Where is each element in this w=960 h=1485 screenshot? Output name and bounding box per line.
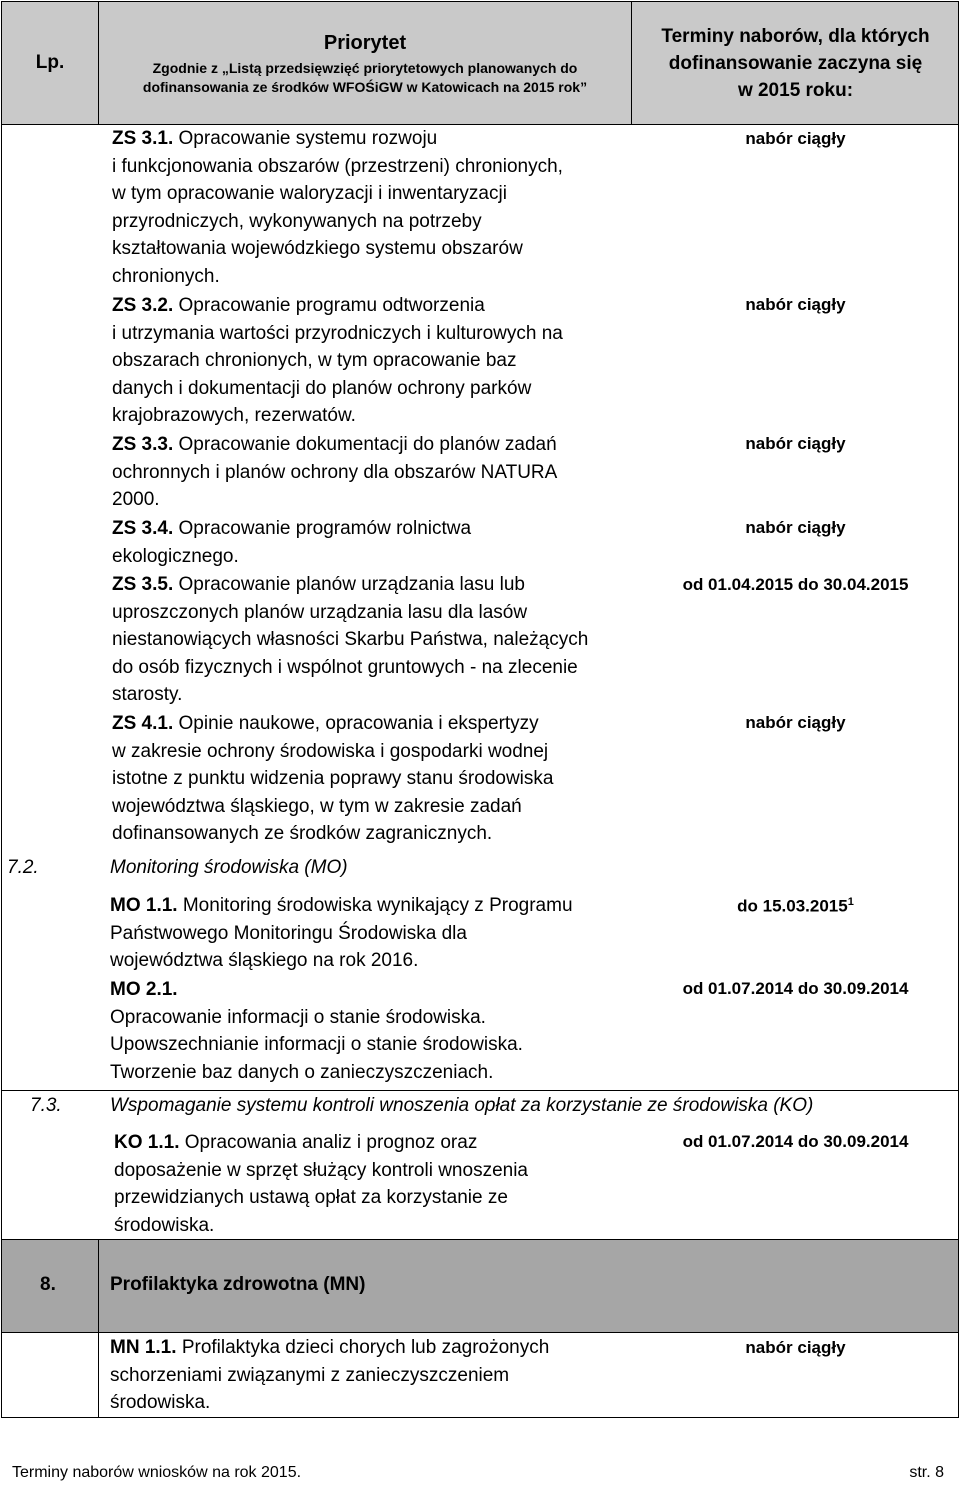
header-priority-subtitle-1: Zgodnie z „Listą przedsięwzięć priorytetowych planowanych do (152, 60, 578, 76)
section-73-title: Wspomaganie systemu kontroli wnoszenia opłat za korzystanie ze środowiska (KO) (110, 1095, 814, 1116)
item-line: chronionych. (112, 265, 220, 287)
date-value: do 15.03.2015 (737, 896, 848, 916)
header-terms-3: w 2015 roku: (737, 80, 854, 101)
item-line: danych i dokumentacji do planów ochrony parków (112, 377, 532, 399)
item-line: przewidzianych ustawą opłat za korzystanie ze (114, 1187, 508, 1209)
item-line: Opracowania analiz i prognoz oraz (184, 1132, 478, 1153)
date-zs-3-1: nabór ciągły (745, 129, 846, 148)
date-mo-1-1 (633, 896, 958, 917)
list-item-zs-3-3 (112, 431, 557, 514)
item-line: Upowszechnianie informacji o stanie środowiska. (110, 1034, 523, 1056)
item-line: Profilaktyka dzieci chorych lub zagrożonych (181, 1337, 550, 1358)
date-zs-3-5: od 01.04.2015 do 30.04.2015 (682, 575, 909, 594)
list-item-mo-1-1 (110, 892, 573, 975)
item-line: województwa śląskiego na rok 2016. (110, 950, 419, 972)
item-code: ZS 4.1. (112, 713, 174, 734)
section-8-title: Profilaktyka zdrowotna (MN) (110, 1274, 366, 1295)
date-mn-1-1: nabór ciągły (745, 1338, 846, 1357)
date-mo-2-1: od 01.07.2014 do 30.09.2014 (682, 979, 909, 998)
item-line: kształtowania wojewódzkiego systemu obszarów (112, 238, 523, 260)
item-line: Państwowego Monitoringu Środowiska dla (110, 922, 467, 944)
item-code: MO 2.1. (110, 979, 178, 1000)
item-code: ZS 3.4. (112, 518, 174, 539)
date-zs-3-4: nabór ciągły (745, 518, 846, 537)
item-line: Opracowanie programów rolnictwa (178, 518, 472, 539)
item-line: województwa śląskiego, w tym w zakresie zadań (112, 795, 522, 817)
list-item-mn-1-1 (110, 1334, 549, 1417)
item-line: i utrzymania wartości przyrodniczych i kulturowych na (112, 322, 563, 344)
item-line: Opracowanie planów urządzania lasu lub (178, 574, 525, 595)
footnote-marker: 1 (847, 896, 854, 908)
item-line: Opracowanie programu odtworzenia (178, 295, 485, 316)
item-code: ZS 3.5. (112, 574, 174, 595)
item-line: krajobrazowych, rezerwatów. (112, 405, 356, 427)
list-item-zs-4-1 (112, 710, 553, 848)
item-line: doposażenie w sprzęt służący kontroli wnoszenia (114, 1159, 528, 1181)
list-item-ko-1-1 (114, 1129, 528, 1239)
item-line: 2000. (112, 489, 160, 511)
list-item-zs-3-1 (112, 125, 563, 291)
item-line: w tym opracowanie waloryzacji i inwentaryzacji (112, 183, 507, 205)
item-line: środowiska. (114, 1214, 215, 1236)
item-code: ZS 3.3. (112, 434, 174, 455)
list-item-mo-2-1 (110, 976, 523, 1086)
col-lp-divider-section-8 (98, 1239, 99, 1417)
item-line: ekologicznego. (112, 545, 239, 567)
table-right-border (958, 1, 959, 1418)
date-zs-3-2: nabór ciągły (745, 295, 846, 314)
item-line: istotne z punktu widzenia poprawy stanu środowiska (112, 768, 554, 790)
header-terms-2: dofinansowanie zaczyna się (668, 53, 923, 74)
item-line: ochronnych i planów ochrony dla obszarów NATURA (112, 461, 558, 483)
section-73-number: 7.3. (30, 1095, 62, 1116)
item-line: Tworzenie baz danych o zanieczyszczeniach. (110, 1061, 494, 1083)
list-item-zs-3-2 (112, 292, 563, 430)
section-73-top-border (1, 1090, 959, 1091)
section-72-number: 7.2. (7, 857, 39, 878)
table-top-border (1, 1, 959, 2)
header-priority-subtitle-2: dofinansowania ze środków WFOŚiGW w Katowicach na 2015 rok” (142, 79, 588, 95)
item-code: ZS 3.1. (112, 128, 174, 149)
item-line: do osób fizycznych i wspólnot gruntowych - na zlecenie (112, 656, 578, 678)
header-priority-title: Priorytet (323, 32, 407, 54)
item-line: Opracowanie dokumentacji do planów zadań (178, 434, 557, 455)
item-line: obszarach chronionych, w tym opracowanie baz (112, 350, 517, 372)
item-line: starosty. (112, 684, 183, 706)
section-8-bottom-border (1, 1332, 959, 1333)
item-line: przyrodniczych, wykonywanych na potrzeby (112, 210, 482, 232)
item-code: MO 1.1. (110, 895, 178, 916)
item-line: Opinie naukowe, opracowania i ekspertyzy (178, 713, 539, 734)
item-line: środowiska. (110, 1392, 211, 1414)
page-number: str. 8 (909, 1464, 944, 1481)
col-terms-divider (631, 1, 632, 124)
item-line: dofinansowanych ze środków zagranicznych. (112, 823, 493, 845)
footer-left-text: Terminy naborów wniosków na rok 2015. (12, 1464, 302, 1481)
date-ko-1-1: od 01.07.2014 do 30.09.2014 (682, 1132, 909, 1151)
item-line: i funkcjonowania obszarów (przestrzeni) chronionych, (112, 155, 563, 177)
item-code: ZS 3.2. (112, 295, 174, 316)
col-lp-divider-header (98, 1, 99, 124)
section-72-title: Monitoring środowiska (MO) (110, 857, 348, 878)
item-line: uproszczonych planów urządzania lasu dla lasów (112, 601, 528, 623)
item-line: schorzeniami związanymi z zanieczyszczeniem (110, 1364, 510, 1386)
header-lp: Lp. (35, 52, 65, 73)
date-zs-3-3: nabór ciągły (745, 434, 846, 453)
item-line: w zakresie ochrony środowiska i gospodarki wodnej (112, 740, 549, 762)
header-terms-1: Terminy naborów, dla których (661, 26, 930, 47)
table-left-border (1, 1, 2, 1418)
section-8-number: 8. (40, 1274, 56, 1295)
item-code: KO 1.1. (114, 1132, 180, 1153)
list-item-zs-3-4 (112, 515, 471, 570)
item-line: niestanowiących własności Skarbu Państwa, należących (112, 629, 589, 651)
list-item-zs-3-5 (112, 571, 588, 709)
item-line: Opracowanie systemu rozwoju (178, 128, 438, 149)
date-zs-4-1: nabór ciągły (745, 713, 846, 732)
item-line: Opracowanie informacji o stanie środowiska. (110, 1006, 486, 1028)
item-code: MN 1.1. (110, 1337, 177, 1358)
table-bottom-border (1, 1417, 959, 1418)
item-line: Monitoring środowiska wynikający z Programu (182, 895, 573, 916)
